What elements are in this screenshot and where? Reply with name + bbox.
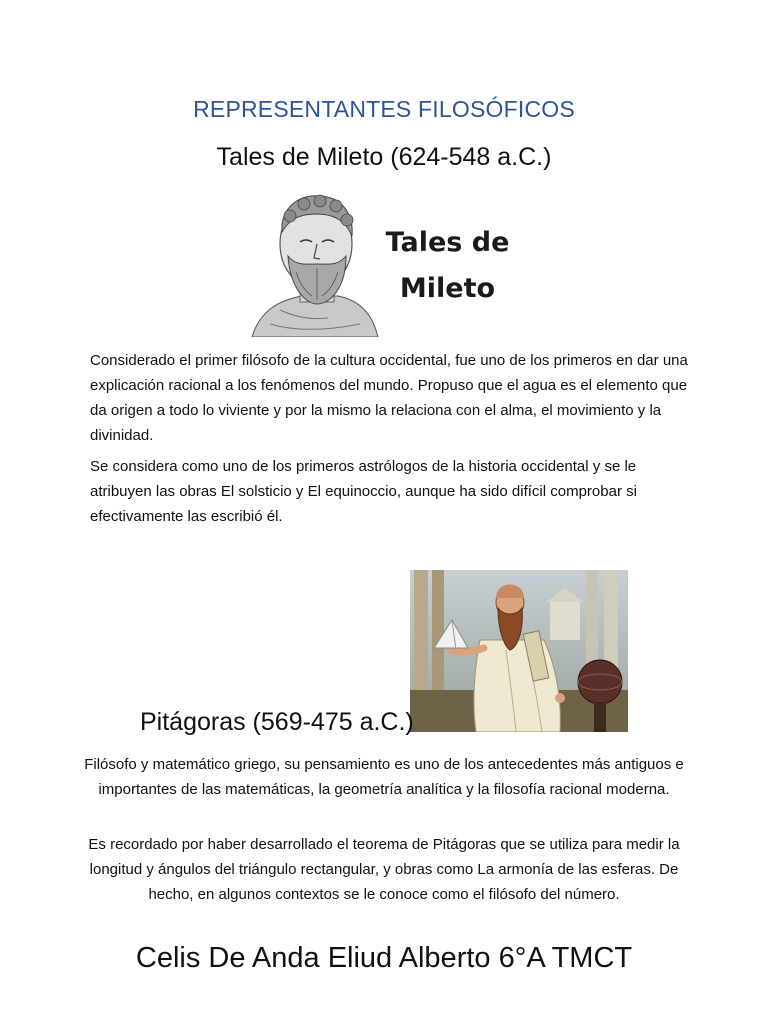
pitagoras-painting-image [410, 570, 628, 732]
tales-bust-illustration [250, 192, 380, 337]
tales-heading: Tales de Mileto (624-548 a.C.) [216, 143, 552, 171]
pitagoras-painting-illustration [410, 570, 628, 732]
author-line: Celis De Anda Eliud Alberto 6°A TMCT [135, 942, 633, 974]
tales-image-label-line2: Mileto [399, 273, 496, 304]
pitagoras-heading: Pitágoras (569-475 a.C.) [140, 708, 414, 736]
document-title: REPRESENTANTES FILOSÓFICOS [193, 96, 575, 122]
tales-paragraph-1: Considerado el primer filósofo de la cultura occidental, fue uno de los primeros en dar una explicación racional a los fenómenos del mundo. Propuso que el agua es el elemento que da origen a todo lo viviente y por la mismo la relaciona con el alma, el movimiento y la divinidad. [90, 352, 688, 444]
tales-paragraph-2: Se considera como uno de los primeros astrólogos de la historia occidental y se le atribuyen las obras El solsticio y El equinoccio, aunque ha sido difícil comprobar si efectivamente las escribió él. [90, 458, 637, 525]
pitagoras-paragraph-1: Filósofo y matemático griego, su pensamiento es uno de los antecedentes más antiguos e importantes de las matemáticas, la geometría analítica y la filosofía racional moderna. [84, 756, 684, 798]
tales-image-label-line1: Tales de [385, 227, 510, 258]
tales-portrait-image [250, 192, 525, 337]
pitagoras-paragraph-2: Es recordado por haber desarrollado el teorema de Pitágoras que se utiliza para medir la longitud y ángulos del triángulo rectangular, y obras como La armonía de las esferas. De hecho, en algunos contextos se le conoce como el filósofo del número. [88, 836, 680, 903]
